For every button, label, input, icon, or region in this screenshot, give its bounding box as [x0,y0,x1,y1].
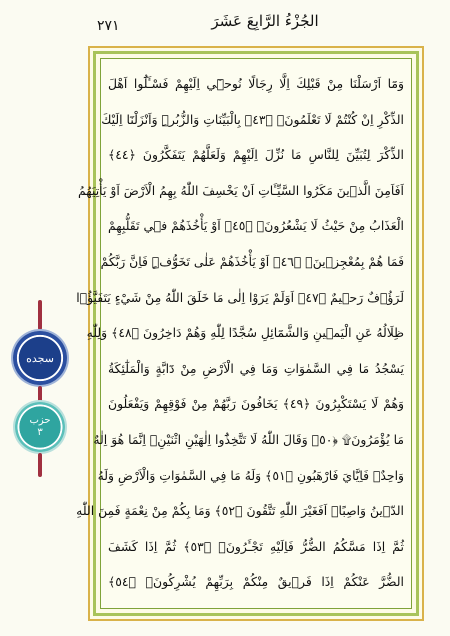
ornament-stem [38,386,42,402]
text-line: مَا يُؤْمَرُونَ۩ ﴿٥٠﴾ وَقَالَ اللّٰهُ لَا تَتَّخِذُٓوا اِلٰهَيْنِ اثْنَيْنِۚ اِنَّمَا هُوَ اِلٰهٌ [93,431,404,447]
text-line: وَاحِدٌۚ فَاِيَّايَ فَارْهَبُونِ ﴿٥١﴾ وَلَهُ مَا فِي السَّمٰوَاتِ وَالْاَرْضِ وَلَهُ [97,467,404,483]
juz-title: الجُزْءُ الرَّابِعَ عَشَرَ [211,12,319,30]
text-line: الدّ۪ينُ وَاصِبًاۜ اَفَغَيْرَ اللّٰهِ تَتَّقُونَ ﴿٥٢﴾ وَمَا بِكُمْ مِنْ نِعْمَةٍ فَمِنَ اللّٰهِ [76,503,404,519]
text-line: وَمَٓا اَرْسَلْنَا مِنْ قَبْلِكَ اِلَّا رِجَالًا نُوح۪ٓي اِلَيْهِمْ فَسْـَٔلُٓوا اَهْلَ [108,76,404,91]
text-line: فَمَا هُمْ بِمُعْجِز۪ينَۙ ﴿٤٦﴾ اَوْ يَأْخُذَهُمْ عَلٰى تَخَوُّفٍۜ فَاِنَّ رَبَّكُمْ [100,253,404,269]
text-line: الْعَذَابُ مِنْ حَيْثُ لَا يَشْعُرُونَۙ ﴿٤٥﴾ اَوْ يَأْخُذَهُمْ ف۪ي تَقَلُّبِهِمْ [108,218,404,234]
text-line: اَفَاَمِنَ الَّذ۪ينَ مَكَرُوا السَّيِّـَٔاتِ اَنْ يَخْسِفَ اللّٰهُ بِهِمُ الْاَرْضَ اَوْ يَأْتِيَهُمُ [78,182,404,198]
ornament-stem [38,453,42,477]
page-header [0,10,450,40]
hizb-number: ٣ [37,427,43,438]
text-line: ظِلَالُهُ عَنِ الْيَم۪ينِ وَالشَّمَٓائِلِ سُجَّدًا لِلّٰهِ وَهُمْ دَاخِرُونَ ﴿٤٨﴾ وَلِلّٰهِ [86,325,404,341]
text-line: ثُمَّ اِذَا مَسَّكُمُ الضُّرُّ فَاِلَيْهِ تَجْـَٔرُونَۚ ﴿٥٣﴾ ثُمَّ اِذَا كَشَفَ [108,538,404,554]
text-line: الضُّرَّ عَنْكُمْ اِذَا فَر۪يقٌ مِنْكُمْ بِرَبِّهِمْ يُشْرِكُونَۙ ﴿٥٤﴾ [108,574,404,590]
text-line: يَسْجُدُ مَا فِي السَّمٰوَاتِ وَمَا فِي الْاَرْضِ مِنْ دَٓابَّةٍ وَالْمَلٰٓئِكَةُ [108,360,404,376]
ornament-stem [38,300,42,330]
quran-text-block [76,66,405,601]
hizb-label: حزب [29,415,51,426]
sajda-marker [13,331,67,385]
page-number: ٢٧١ [97,18,120,34]
hizb-marker [15,402,65,452]
text-line: وَهُمْ لَا يَسْتَكْبِرُونَ ﴿٤٩﴾ يَخَافُونَ رَبَّهُمْ مِنْ فَوْقِهِمْ وَيَفْعَلُونَ [108,396,405,412]
text-line: الذِّكْرِ اِنْ كُنْتُمْ لَا تَعْلَمُونَۙ ﴿٤٣﴾ بِالْبَيِّنَاتِ وَالزُّبُرِۜ وَاَنْزَلْنَٓا اِلَيْكَ [101,111,404,127]
text-line: لَرَؤُ۫فٌ رَح۪يمٌ ﴿٤٧﴾ اَوَلَمْ يَرَوْا اِلٰى مَا خَلَقَ اللّٰهُ مِنْ شَيْءٍ يَتَفَيَّؤُ۬ا [76,289,404,305]
text-line: الذِّكْرَ لِتُبَيِّنَ لِلنَّاسِ مَا نُزِّلَ اِلَيْهِمْ وَلَعَلَّهُمْ يَتَفَكَّرُونَ ﴿٤٤﴾ [108,147,404,163]
sajda-label: سجده [26,351,54,365]
